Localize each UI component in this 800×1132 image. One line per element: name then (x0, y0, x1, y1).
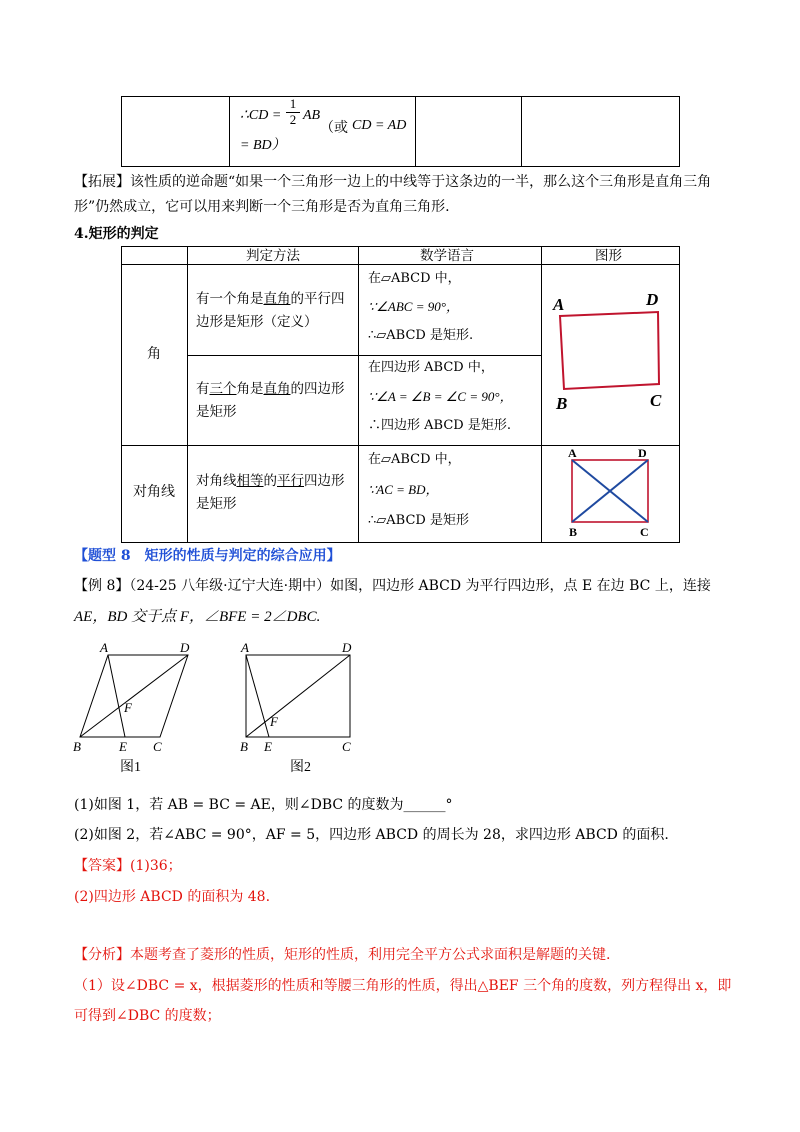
ex2-label-d: D (342, 640, 352, 655)
header-figure: 图形 (595, 248, 622, 264)
question-2: (2)如图 2，若∠ABC = 90°，AF = 5，四边形 ABCD 的周长为 28，求四边形 ABCD 的面积. (74, 827, 669, 843)
fig-label-d: D (646, 290, 659, 309)
example-figure-2-caption: 图2 (290, 760, 311, 775)
rectangle-figure (548, 285, 672, 415)
example-figure-1 (66, 640, 206, 780)
ex1-label-f: F (124, 700, 132, 715)
row3-lang-1: 在▱ABCD 中， (368, 452, 461, 467)
example-figure-1-caption: 图1 (120, 760, 141, 775)
row3-method: 对角线相等的平行四边形 是矩形 (196, 473, 345, 512)
header-language: 数学语言 (420, 248, 474, 264)
cd-formula-a: ∴CD = (240, 108, 282, 123)
row2-lang-2: ∵∠A = ∠B = ∠C = 90°， (368, 389, 513, 404)
row1-method: 有一个角是直角的平行四 边形是矩形（定义） (196, 291, 345, 330)
answer-line-2: (2)四边形 ABCD 的面积为 48. (74, 889, 271, 905)
group-angle: 角 (147, 346, 161, 362)
ex2-label-e: E (264, 739, 272, 754)
fig-label-c: C (650, 391, 662, 410)
row1-lang-1: 在▱ABCD 中， (368, 271, 461, 286)
row2-lang-1: 在四边形 ABCD 中， (368, 360, 494, 375)
ex1-label-d: D (180, 640, 190, 655)
topic-title: 【题型 8 矩形的性质与判定的综合应用】 (74, 548, 341, 564)
example-figure-2 (236, 640, 376, 780)
analysis-line-2: （1）设∠DBC = x，根据菱形的性质和等腰三角形的性质，得出△BEF 三个角的度数，列方程得出 x，即 (74, 978, 732, 994)
row2-method: 有三个角是直角的四边形 是矩形 (196, 381, 345, 420)
cd-formula-d: CD = AD (352, 118, 407, 133)
group-diagonal: 对角线 (133, 484, 175, 500)
row3-lang-3: ∴▱ABCD 是矩形 (368, 513, 469, 528)
ex1-label-b: B (73, 739, 81, 754)
fig2-label-b: B (569, 525, 578, 539)
fig-label-a: A (553, 295, 565, 314)
example-line-2: AE，BD 交于点 F，∠BFE = 2∠DBC. (74, 609, 321, 625)
ex2-label-b: B (240, 739, 248, 754)
ex1-label-c: C (153, 739, 162, 754)
fig2-label-c: C (640, 525, 649, 539)
cd-formula-e: = BD） (240, 138, 286, 153)
ex1-label-e: E (119, 739, 127, 754)
question-1: (1)如图 1，若 AB = BC = AE，则∠DBC 的度数为______° (74, 797, 453, 813)
rectangle-diagonals-figure (560, 445, 660, 541)
cd-formula-b: AB (303, 108, 321, 123)
row3-lang-2: ∵AC = BD， (368, 482, 439, 497)
ex1-label-a: A (100, 640, 108, 655)
fig2-label-d: D (638, 446, 647, 460)
fig-label-b: B (556, 394, 568, 413)
fig2-label-a: A (568, 446, 577, 460)
extension-line-1: 【拓展】该性质的逆命题“如果一个三角形一边上的中线等于这条边的一半，那么这个三角形是直角三角 (74, 174, 712, 190)
ex2-label-c: C (342, 739, 351, 754)
example-line-1: 【例 8】（24-25 八年级·辽宁大连·期中）如图，四边形 ABCD 为平行四边形，点 E 在边 BC 上，连接 (74, 578, 711, 594)
analysis-line-1: 【分析】本题考查了菱形的性质，矩形的性质，利用完全平方公式求面积是解题的关键. (74, 947, 611, 963)
half-fraction: 1 2 (286, 97, 300, 127)
analysis-line-3: 可得到∠DBC 的度数； (74, 1008, 221, 1024)
row2-lang-3: ∴四边形 ABCD 是矩形. (368, 418, 511, 433)
row1-lang-2: ∵∠ABC = 90°， (368, 299, 459, 314)
extension-line-2: 形”仍然成立，它可以用来判断一个三角形是否为直角三角形. (74, 199, 450, 215)
ex2-label-a: A (241, 640, 249, 655)
answer-line-1: 【答案】(1)36； (74, 858, 182, 874)
cd-formula-c: （或 (320, 120, 348, 136)
row1-lang-3: ∴▱ABCD 是矩形. (368, 328, 474, 343)
section-title: 4.矩形的判定 (74, 226, 159, 242)
ex2-label-f: F (270, 714, 278, 729)
header-method: 判定方法 (246, 248, 300, 264)
